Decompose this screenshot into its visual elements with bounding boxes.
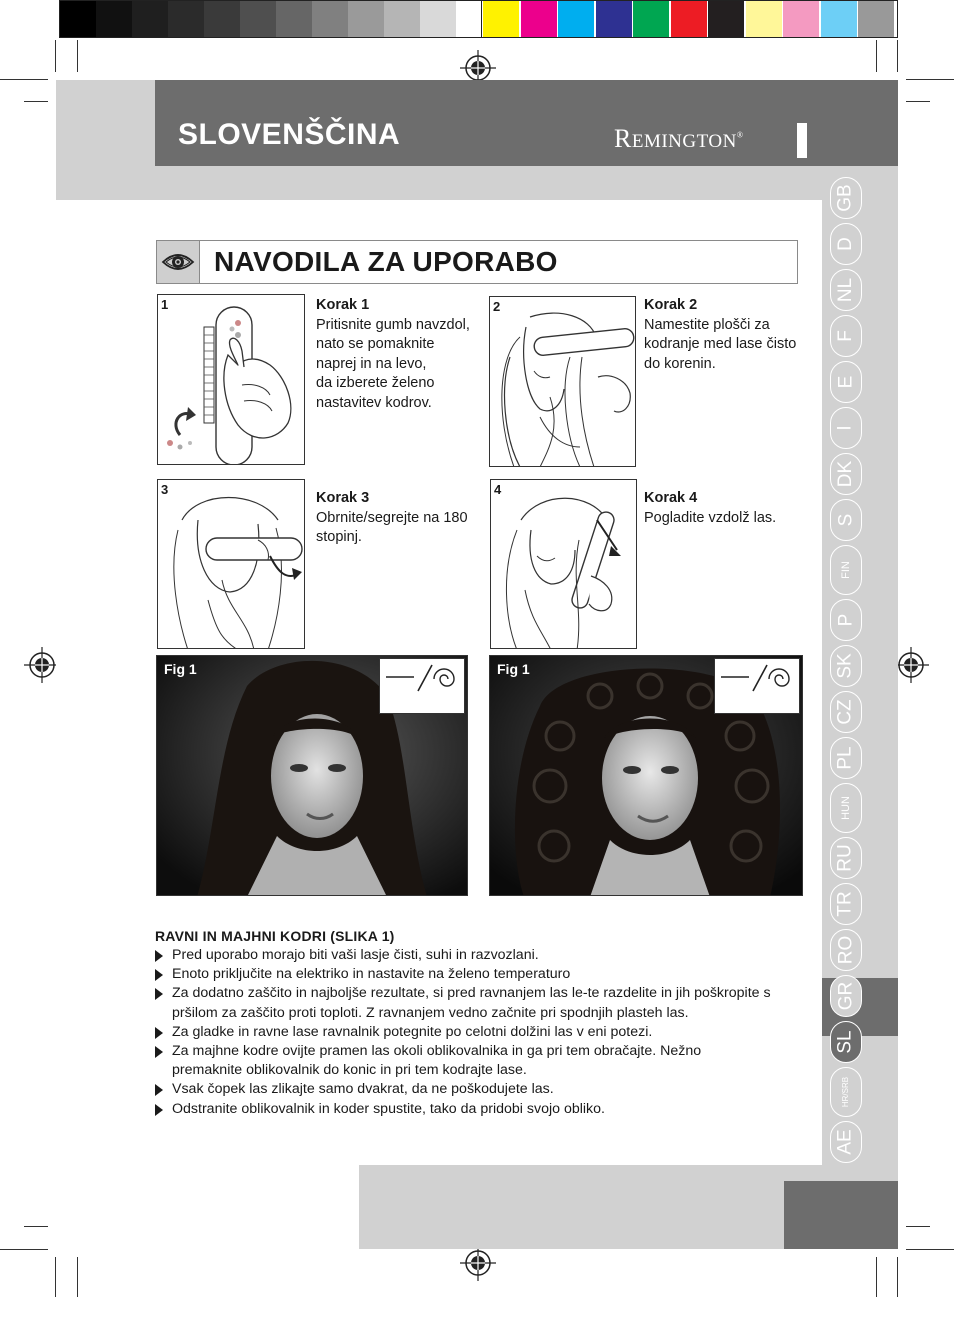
straight-curl-setting-icon xyxy=(380,659,464,699)
list-item xyxy=(155,946,775,965)
language-tab-ro[interactable] xyxy=(830,929,862,971)
registration-mark-icon xyxy=(460,1245,496,1281)
brand-logo: REMINGTON® xyxy=(614,124,744,153)
list-item-text: Za dodatno zaščito in najboljše rezultate, si pred ravnanjem las le-te razdelite in jih poškropite s pršilom za zaščito proti toploti. Z ravnanjem vedno začnite pri spodnjih plasteh las. xyxy=(172,985,771,1021)
step-number: 1 xyxy=(161,297,169,312)
step-line: Obrnite/segrejte na 180 xyxy=(316,509,468,526)
section-title: NAVODILA ZA UPORABO xyxy=(214,246,558,277)
eye-icon xyxy=(161,250,195,274)
list-item xyxy=(155,1100,775,1119)
language-tab-cz[interactable] xyxy=(830,691,862,733)
language-tab-label: FIN xyxy=(839,561,852,579)
registration-mark-icon xyxy=(24,647,60,683)
page-title: SLOVENŠČINA xyxy=(178,118,401,151)
bullet-triangle-icon xyxy=(155,1104,163,1116)
language-tab-label: PL xyxy=(835,746,856,770)
color-bar-frame xyxy=(481,0,898,38)
language-tab-label: I xyxy=(835,425,856,431)
step-line: Pogladite vzdolž las. xyxy=(644,509,777,526)
registration-mark-icon xyxy=(893,647,929,683)
language-tab-label: NL xyxy=(834,277,856,303)
section-icon-box xyxy=(156,240,200,284)
language-tab-label: HR/SRB xyxy=(841,1076,851,1108)
language-tab-hun[interactable] xyxy=(830,783,862,833)
bullet-triangle-icon xyxy=(155,1046,163,1058)
language-tab-tr[interactable] xyxy=(830,883,862,925)
language-tab-label: P xyxy=(835,613,856,627)
language-tab-e[interactable] xyxy=(830,361,862,403)
step-line: Namestite plošči za xyxy=(644,316,770,333)
language-tab-fin[interactable] xyxy=(830,545,862,595)
language-tab-label: GR xyxy=(835,981,856,1011)
language-tab-sk[interactable] xyxy=(830,645,862,687)
step-line: da izberete želeno xyxy=(316,375,435,391)
language-tab-f[interactable] xyxy=(830,315,862,357)
language-tab-gb[interactable] xyxy=(830,177,862,219)
step-title: Korak 2 xyxy=(644,297,698,313)
woman-gliding-styler-icon xyxy=(491,480,637,649)
language-tab-label: RO xyxy=(835,935,856,965)
straight-curl-setting-icon xyxy=(715,659,799,699)
step-4-text xyxy=(644,489,812,528)
step-number: 3 xyxy=(161,482,169,497)
language-tab-p[interactable] xyxy=(830,599,862,641)
page-number-box xyxy=(784,1181,898,1249)
step-number: 2 xyxy=(493,299,501,314)
photo-curly-hair xyxy=(489,655,803,896)
list-item xyxy=(155,965,775,984)
bullet-triangle-icon xyxy=(155,1027,163,1039)
list-item-text: Pred uporabo morajo biti vaši lasje čisti, suhi in razvozlani. xyxy=(172,947,539,963)
language-tab-label: GB xyxy=(834,184,856,212)
list-item xyxy=(155,1080,775,1099)
language-tab-label: SK xyxy=(834,653,856,679)
language-tab-pl[interactable] xyxy=(830,737,862,779)
gray-bar-frame xyxy=(59,0,493,38)
figure-label: Fig 1 xyxy=(497,661,530,677)
list-item-text: Odstranite oblikovalnik in koder spustite, tako da pridobi svojo obliko. xyxy=(172,1100,605,1117)
step-line: naprej in na levo, xyxy=(316,355,427,372)
body-heading: RAVNI IN MAJHNI KODRI (SLIKA 1) xyxy=(155,928,395,944)
figure-label: Fig 1 xyxy=(164,661,197,677)
step-line: nastavitev kodrov. xyxy=(316,394,432,411)
language-tab-d[interactable] xyxy=(830,223,862,265)
language-tab-sl[interactable] xyxy=(830,1021,862,1063)
photo-straight-hair xyxy=(156,655,468,896)
language-tab-dk[interactable] xyxy=(830,453,862,495)
step-line: kodranje med lase čisto xyxy=(644,336,797,352)
content-area-footer xyxy=(56,1160,359,1249)
language-tab-label: RU xyxy=(834,844,856,872)
step-line: do korenin. xyxy=(644,355,716,372)
step-2-illustration xyxy=(489,296,636,467)
list-item xyxy=(155,984,775,1022)
language-tab-label: CZ xyxy=(834,699,856,725)
step-title: Korak 1 xyxy=(316,297,370,313)
hand-selecting-setting-icon xyxy=(158,295,305,465)
brand-logo-bar xyxy=(797,123,807,158)
language-tab-label: HUN xyxy=(840,796,852,820)
instruction-list xyxy=(155,946,775,1119)
language-tab-gr[interactable] xyxy=(830,975,862,1017)
language-tab-ae[interactable] xyxy=(830,1121,862,1163)
list-item-text: Vsak čopek las zlikajte samo dvakrat, da ne poškodujete las. xyxy=(172,1081,554,1098)
language-tab-ru[interactable] xyxy=(830,837,862,879)
step-1-illustration xyxy=(157,294,305,465)
woman-placing-plates-icon xyxy=(490,297,636,467)
list-item-text: Enoto priključite na elektriko in nastavite na želeno temperaturo xyxy=(172,966,571,983)
language-tab-label: SL xyxy=(835,1030,856,1054)
step-title: Korak 3 xyxy=(316,490,370,506)
bullet-triangle-icon xyxy=(155,969,163,981)
step-1-text xyxy=(316,296,486,413)
language-tab-label: S xyxy=(835,513,856,527)
bullet-triangle-icon xyxy=(155,988,163,1000)
step-3-illustration xyxy=(157,479,305,649)
language-tab-label: E xyxy=(835,375,856,389)
list-item-text: Za gladke in ravne lase ravnalnik potegnite po celotni dolžini las v eni potezi. xyxy=(172,1023,653,1040)
step-line: nato se pomaknite xyxy=(316,336,435,352)
language-tab-s[interactable] xyxy=(830,499,862,541)
bullet-triangle-icon xyxy=(155,1084,163,1096)
step-3-text xyxy=(316,489,486,548)
setting-indicator xyxy=(379,658,465,714)
list-item xyxy=(155,1042,775,1080)
language-tab-label: D xyxy=(834,237,856,251)
setting-label xyxy=(464,699,468,711)
step-number: 4 xyxy=(494,482,502,497)
woman-rotating-styler-icon xyxy=(158,480,305,649)
step-line: Pritisnite gumb navzdol, xyxy=(316,316,470,333)
setting-indicator xyxy=(714,658,800,714)
step-4-illustration xyxy=(490,479,637,649)
list-item-text: Za majhne kodre ovijte pramen las okoli oblikovalnika in ga pri tem obračajte. Nežno premaknite oblikovalnik do konic in pri tem kodrajte lase. xyxy=(172,1043,702,1079)
language-tab-label: DK xyxy=(835,460,856,488)
setting-label xyxy=(799,699,803,711)
language-tab-hr-srb[interactable] xyxy=(830,1067,862,1117)
bullet-triangle-icon xyxy=(155,950,163,962)
step-line: stopinj. xyxy=(316,529,362,545)
language-tab-label: AE xyxy=(834,1129,856,1155)
step-2-text xyxy=(644,296,812,374)
language-tab-nl[interactable] xyxy=(830,269,862,311)
language-tab-label: F xyxy=(834,330,856,342)
language-tab-i[interactable] xyxy=(830,407,862,449)
step-title: Korak 4 xyxy=(644,490,698,506)
list-item xyxy=(155,1023,775,1042)
language-tab-label: TR xyxy=(834,891,856,917)
